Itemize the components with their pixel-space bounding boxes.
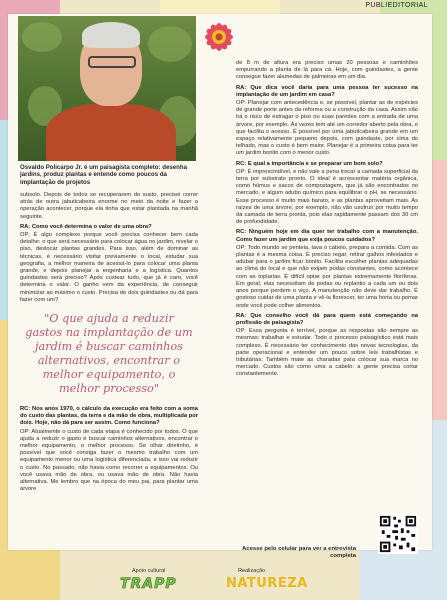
answer: OP: Essa pergunta é terrível, porque as respostas são sempre as mesmas: trabalhar e estudar. Todo o processo paisagístico está mais complexo. É necessário ter conhecimento das novas tecnologias, da parte operacional e entender um pouco sobre leis trabalhistas e tributárias. Também mate as charadas para colocar sua marca no mercado. Custos são como uma a cabelo: a gente precisa cortar constantemente. [236, 328, 418, 378]
paragraph: subsolo. Depois de todos se recuperarem do susto, precisei correr atrás de outra jabuticabeira enorme no meio da noite e fazer a operação acontecer, porque ela tinha que estar plantada na manhã seguinte. [20, 192, 198, 220]
qr-code-icon[interactable] [378, 514, 418, 554]
realization-label: Realização [238, 568, 266, 574]
question: RC: Ninguém hoje em dia quer ter trabalho com a manutenção. Como fazer um jardim que exija poucos cuidados? [236, 229, 418, 243]
question: RA: Como você determina o valor de uma obra? [20, 223, 152, 230]
publieditorial-badge: PUBLIEDITORIAL [365, 2, 428, 9]
answer: OP: Atualmente o custo de cada etapa é conhecido por todos. O que ajuda a reduzir o gasto é buscar caminhos alternativos, encontrar o melhor equipamento, o melhor processo. Se olhar diretinho, é possível que você consiga fazer o mesmo trabalho com um equipamento menor ou uma logística diferenciada, e isso vai reduzir o custo. No passado, não havia como recorrer a equipamentos. Ou você usava mão de obra, ou usava mão de obra. Não havia alternativa. Me lembro que na época do meu pai, para plantar uma árvore [20, 428, 198, 493]
answer: OP: É algo complexo porque você precisa conhecer bem cada detalhe: o que será necessário para colocar água no jardim, nivelar o piso, deslocar plantas grandes. Para isso, além de dominar as técnicas, é necessário visitar previamente o local, estudar sua geografia, a melhor maneira de acessá-lo para colocar uma planta grande, e depois planejar a engenharia e a logística. Quantos guindastes será preciso? Após custear tudo, que já é caro, você determina o valor. O ganho vem da experiência, de conseguir minimizar ao máximo o custo. Precisa de dois guindastes ou dá para fazer com um? [20, 232, 198, 303]
natureza-logo: NATUREZA [226, 576, 308, 591]
right-column [236, 60, 418, 380]
trapp-logo: TRAPP [120, 576, 177, 592]
sponsor-footer [0, 550, 447, 600]
question: RC: Nos anos 1970, o cálculo da execução era feito com a soma do custo das plantas, da terra e da mão de obra, multiplicada por dois. Hoje, não dá para ser assim. Como funciona? [20, 406, 198, 427]
flower-decoration-icon [192, 10, 246, 64]
question: RA: Que dica você daria para uma pessoa ter sucesso na implantação de um jardim em casa? [236, 84, 418, 98]
support-label: Apoio cultural [132, 568, 166, 574]
pull-quote: "O que ajuda a reduzir gastos na implantação de um jardim é buscar caminhos alternativos, encontrar o melhor equipamento, o melhor processo" [25, 312, 193, 396]
question: RC: E qual a importância e se preparar um bom solo? [236, 160, 383, 167]
left-column [20, 192, 198, 494]
photo-caption: Osvaldo Policarpo Jr. é um paisagista completo: desenha jardins, produz plantas e entende como poucos da implantação de projetos [20, 164, 187, 186]
interviewee-photo [18, 16, 196, 161]
article-page [8, 2, 432, 559]
answer: OP: Planejar com antecedência e, se possível, plantar as de espécies de grande porte antes da reforma ou a construção da casa. Assim não há o risco de estragar o piso ou suas paredes com a entrada de uma árvore, por exemplo. Às vezes tem até um corredor aberto pela obra, o que facilita o acesso. É possível por uma jabuticabeira grande em um espaço relativamente pequeno depois, com guindaste, por cima do telhado, mas o custo é bem maior. Planejar é a primeira coisa para ter um jardim bonito com o menor custo. [236, 100, 418, 157]
question: RA: Que conselho você dá para quem está começando na profissão de paisagista? [236, 312, 418, 326]
qr-code-label: Acesse pelo celular para ver a entrevista completa [242, 546, 356, 559]
paragraph: de 8 m de altura era preciso umas 20 pessoas e caminhões empurrando a planta de lá para cá. Hoje, com guindastes, a gente consegue fazer alamedas de palmeiras em um dia. [236, 60, 418, 81]
answer: OP: Todo mundo se penteia, lava o cabelo, prepara a comida. Com as plantas é a mesma coisa. É preciso regar, retirar galhos infestados e adubar para o jardim ficar bonito. Facilita escolher plantas adequadas ao clima do local e que não exijam podas constantes, como acontece com as topiarias. É difícil optar por plantas extremamente floríferas. Em geral, elas necessitam de podas ou replantio a cada um ou dois anos porque perdem o viço. A manutenção não deve dar trabalho. É gostoso cuidar de uma planta e vê-la florescer, ter uma horta ou pomar onde você pode colher alimentos. [236, 244, 418, 309]
answer: OP: É imprescindível, e não vale a pena trocar a camada superficial da terra por substrato pronto. O ideal é acrescentar matéria orgânica, como húmus e sacos de compostagem, que já são encontrados no mercado, e algum adubo químico para equilibrar o pH, se necessário. Esse processo é muito mais barato, e as plantas aproveitam mais. As raízes de uma árvore, por exemplo, não vão usufruir por muito tempo da camada de terra pronta, pois elas rapidamente passam dos 30 cm de profundidade. [236, 168, 418, 226]
